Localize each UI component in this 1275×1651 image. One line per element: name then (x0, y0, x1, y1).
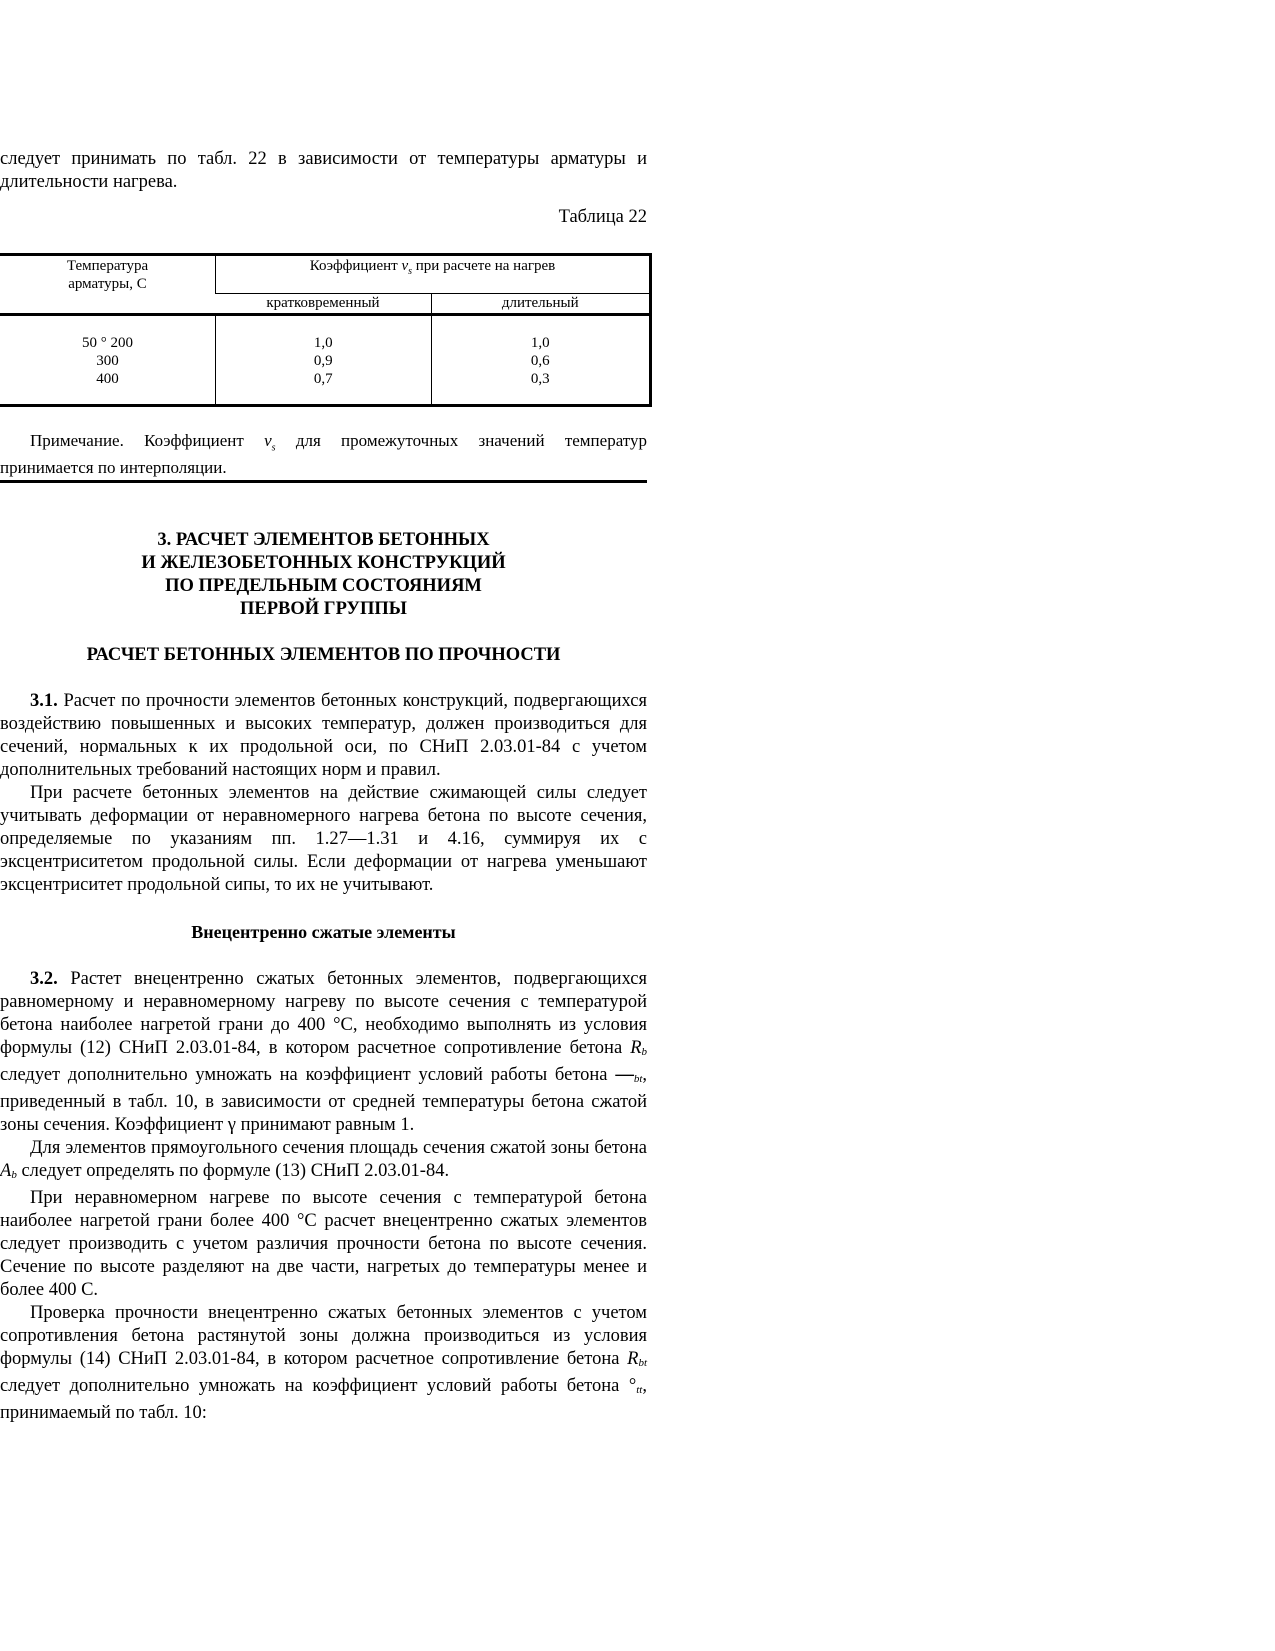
temp-column (0, 315, 216, 406)
short-cell: 0,9 (313, 353, 333, 369)
section-title-line: И ЖЕЛЕЗОБЕТОННЫХ КОНСТРУКЦИЙ (141, 553, 506, 574)
paragraph-text: Расчет по прочности элементов бетонных конструкций, подвергающихся воздействию повышенных и высоких температур, должен производиться для сечений, нормальных к их продольной оси, по СНиП 2.03.01-84 с учетом дополнительных требований настоящих норм и правил. (0, 691, 647, 781)
note-divider (0, 480, 647, 483)
long-cell: 1,0 (530, 335, 550, 351)
paragraph-3-1b: При расчете бетонных элементов на действие сжимающей силы следует учитывать деформации от неравномерного нагрева бетона по высоте сечения, определяемые по указаниям пп. 1.27—1.31 и 4.16, суммируя их с эксцентриситетом продольной силы. Если деформации от нагрева уменьшают эксцентриситет продольной сипы, то их не учитывают. (0, 783, 647, 896)
header-temp-line2: арматуры, С (68, 276, 147, 292)
paragraph-text: Для элементов прямоугольного сечения площадь сечения сжатой зоны бетона (30, 1138, 647, 1159)
paragraph-3-3 (0, 1137, 647, 1187)
subsection-title: РАСЧЕТ БЕТОННЫХ ЭЛЕМЕНТОВ ПО ПРОЧНОСТИ (86, 645, 561, 666)
temp-cell: 400 (96, 371, 119, 387)
symbol: A (0, 1161, 12, 1182)
long-cell: 0,6 (530, 353, 550, 369)
paragraph-text: следует дополнительно умножать на коэффициент условий работы бетона (0, 1376, 620, 1397)
symbol: R (630, 1038, 642, 1059)
paragraph-text: Проверка прочности внецентренно сжатых бетонных элементов с учетом сопротивления бетона растянутой зоны должна производиться из условия формулы (14) СНиП 2.03.01-84, в котором расчетное сопротивление бетона (0, 1303, 647, 1370)
note-suffix: для промежуточных значений температур принимается по интерполяции. (0, 431, 648, 478)
section-title-line: ПО ПРЕДЕЛЬНЫМ СОСТОЯНИЯМ (165, 576, 482, 597)
header-temperature (0, 255, 216, 315)
header-long: длительный (431, 294, 651, 315)
symbol-sub: bt (638, 1357, 647, 1370)
short-cell: 0,7 (313, 371, 333, 387)
paragraph-text: следует определять по формуле (13) СНиП 2.03.01-84. (21, 1161, 450, 1182)
symbol-sub: b (11, 1169, 17, 1182)
table-note (0, 431, 647, 478)
paragraph-3-1 (0, 690, 647, 782)
long-cell: 0,3 (530, 371, 550, 387)
symbol: — (615, 1065, 634, 1086)
header-coef-prefix: Коэффициент (309, 258, 398, 274)
header-coef-sub: s (408, 266, 413, 277)
section-title-line: ПЕРВОЙ ГРУППЫ (240, 599, 407, 620)
symbol-sub: b (641, 1046, 648, 1059)
symbol: R (627, 1349, 639, 1370)
long-column (431, 315, 651, 406)
subsection-title-eccentric: Внецентренно сжатые элементы (191, 922, 456, 943)
paragraph-text: , принимаемый по табл. 10: (0, 1376, 647, 1424)
section-title (0, 529, 647, 621)
header-coef-suffix: при расчете на нагрев (415, 258, 556, 274)
paragraph-3-2 (0, 968, 647, 1137)
paragraph-3-5 (0, 1302, 647, 1425)
header-temp-line1: Температура (66, 258, 149, 274)
short-cell: 1,0 (313, 335, 333, 351)
note-symbol: v (264, 431, 272, 450)
document-page (0, 148, 647, 1425)
paragraph-text: , приведенный в табл. 10, в зависимости от средней температуры бетона сжатой зоны сечения. Коэффициент γ принимают равным 1. (0, 1065, 648, 1136)
section-title-line: 3. РАСЧЕТ ЭЛЕМЕНТОВ БЕТОННЫХ (157, 530, 490, 551)
header-coefficient (216, 255, 651, 294)
symbol: ° (628, 1376, 637, 1397)
note-prefix: Примечание. Коэффициент (30, 431, 244, 450)
short-column (216, 315, 432, 406)
table-caption: Таблица 22 (558, 207, 647, 227)
note-sub: s (271, 442, 276, 454)
paragraph-3-4: При неравномерном нагреве по высоте сечения с температурой бетона наиболее нагретой грани более 400 °С расчет внецентренно сжатых элементов следует производить с учетом различия прочности бетона по высоте сечения. Сечение по высоте разделяют на две части, нагретых до температуры менее и более 400 С. (0, 1188, 647, 1301)
header-short: кратковременный (216, 294, 432, 315)
intro-paragraph: следует принимать по табл. 22 в зависимости от температуры арматуры и длительности нагрева. (0, 149, 647, 192)
paragraph-text: следует дополнительно умножать на коэффициент условий работы бетона (0, 1065, 608, 1086)
clause-number: 3.2. (30, 969, 58, 990)
temp-cell: 300 (96, 353, 119, 369)
table-22 (0, 253, 652, 407)
temp-cell: 50 ° 200 (82, 335, 133, 351)
paragraph-text: Растет внецентренно сжатых бетонных элементов, подвергающихся равномерному и неравномерному нагреву по высоте сечения с температурой бетона наиболее нагретой грани до 400 °С, необходимо выполнять из условия формулы (12) СНиП 2.03.01-84, в котором расчетное сопротивление бетона (0, 969, 648, 1059)
clause-number: 3.1. (30, 691, 58, 712)
header-coef-symbol: v (401, 258, 409, 274)
symbol-sub: bt (633, 1073, 643, 1086)
symbol-sub: tt (636, 1384, 643, 1397)
